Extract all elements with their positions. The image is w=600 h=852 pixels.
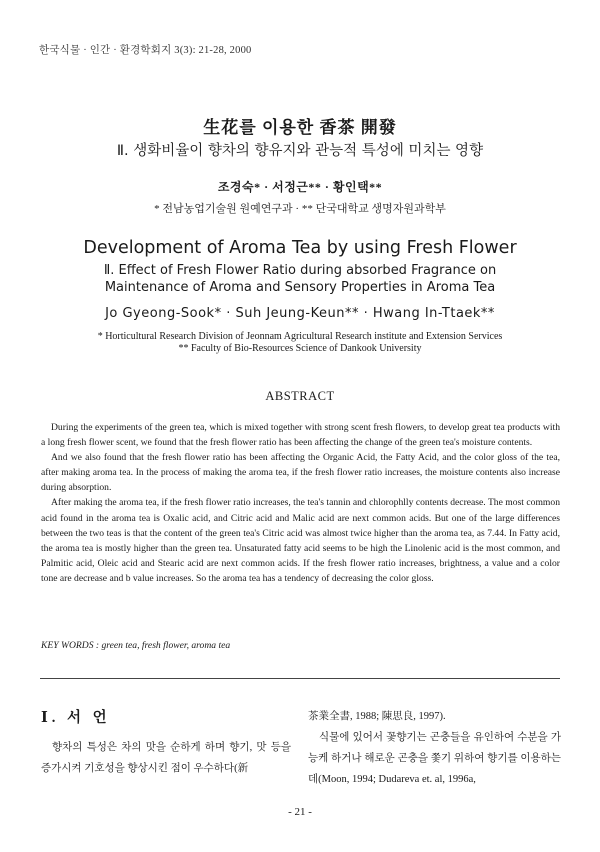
affiliation-line-2: ** Faculty of Bio-Resources Science of Dankook University <box>178 343 422 354</box>
keywords: KEY WORDS : green tea, fresh flower, aroma tea <box>41 640 231 651</box>
section-heading-introduction: Ⅰ. 서 언 <box>41 710 111 726</box>
page-number: - 21 - <box>288 806 312 818</box>
english-authors: Jo Gyeong-Sook* · Suh Jeung-Keun** · Hwang In-Ttaek** <box>105 306 495 321</box>
english-title: Development of Aroma Tea by using Fresh Flower <box>83 238 517 258</box>
body-paragraph: 식물에 있어서 꽃향기는 곤충들을 유인하여 수분을 가능케 하거나 해로운 곤충을 쫓기 위하여 향기를 이용하는데(Moon, 1994; Dudareva et. al, 1996a, <box>308 732 561 785</box>
abstract-body <box>41 420 560 586</box>
abstract-paragraph: After making the aroma tea, if the fresh flower ratio increases, the tea's tannin and chlorophlly contents decrease. The most common acid found in the aroma tea is Oxalic acid, and Citric acid and Malic acid are next common acids. But one of the large differences between the two teas is that the content of the green tea's Citric acid was almost twice higher than the aroma tea, as 7.44. In Fatty acid, the aroma tea is mostly higher than the green tea. Unsaturated fatty acid seems to be high the Linolenic acid is the most common, and Palmitic acid, Oleic acid and Stearic acid are next common acids. If the fresh flower ratio increases, brightness, a value and a color tone are decrease and b value increases. So the aroma tea has a tendency of decreasing the color gloss. <box>41 497 560 584</box>
abstract-paragraph: And we also found that the fresh flower ratio has been affecting the Organic Acid, the Fatty Acid, and the color gloss of the tea, after making aroma tea. In the process of making the aroma tea, if the fresh flower ratio increases, the moisture contents also increase during absorption. <box>41 452 560 494</box>
korean-authors: 조경숙* · 서정근** · 황인택** <box>217 180 383 194</box>
body-paragraph: 향차의 특성은 차의 맛을 순하게 하며 향기, 맛 등을 증가시켜 기호성을 향상시킨 점이 우수하다(新 <box>41 742 291 774</box>
body-line: 茶業全書, 1988; 陳思良, 1997). <box>308 711 446 722</box>
english-subtitle: Ⅱ. Effect of Fresh Flower Ratio during absorbed Fragrance on Maintenance of Aroma and Sensory Properties in Aroma Tea <box>103 263 497 295</box>
korean-affiliation: * 전남농업기술원 원예연구과 · ** 단국대학교 생명자원과학부 <box>154 203 446 215</box>
left-column <box>41 737 291 779</box>
abstract-heading: ABSTRACT <box>265 389 335 403</box>
section-divider <box>40 678 560 679</box>
affiliation-line-1: * Horticultural Research Division of Jeonnam Agricultural Research institute and Extension Services <box>97 331 503 342</box>
korean-title: 生花를 이용한 香茶 開發 <box>203 118 397 137</box>
journal-header: 한국식물 · 인간 · 환경학회지 3(3): 21-28, 2000 <box>39 45 252 56</box>
abstract-paragraph: During the experiments of the green tea, which is mixed together with strong scent fresh flowers, to develop great tea products with a long fresh flower scent, we found that the fresh flower ratio has been affecting the change of the green tea's moisture contents. <box>41 422 560 449</box>
english-affiliation <box>50 331 550 355</box>
korean-subtitle: Ⅱ. 생화비율이 향차의 향유지와 관능적 특성에 미치는 영향 <box>116 143 484 159</box>
right-column <box>308 706 561 790</box>
